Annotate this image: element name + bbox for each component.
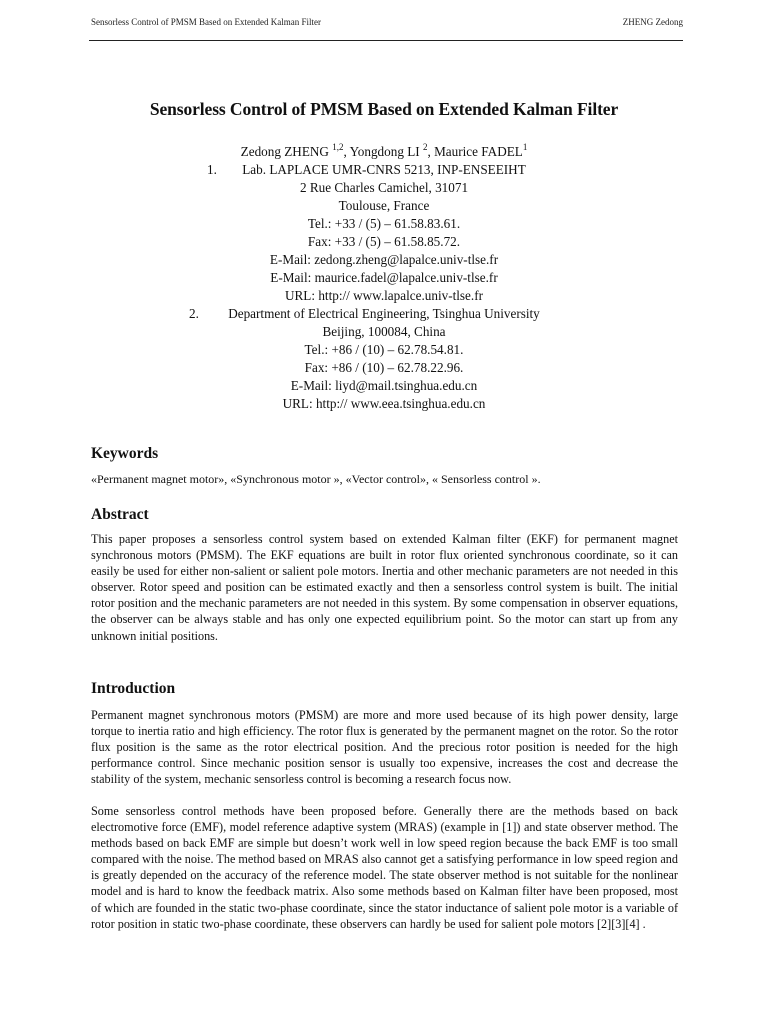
author-line	[0, 143, 768, 161]
running-header	[91, 17, 683, 27]
header-rule	[89, 40, 683, 41]
introduction-paragraph: Permanent magnet synchronous motors (PMSM) are more and more used because of its high power density, large torque to inertia ratio and high efficiency. The rotor flux is generated by the permanent magnet on the rotor. So the rotor flux position is the same as the rotor electrical position. And the precious rotor position is needed for the high performance control. Since mechanic position sensor is usually too expensive, increases the cost and decrease the stability of the system, mechanic sensorless control is becoming a research focus now.	[91, 708, 678, 787]
affiliation-url: URL: http:// www.lapalce.univ-tlse.fr	[284, 288, 483, 303]
introduction-paragraph: Some sensorless control methods have been proposed before. Generally there are the methods based on back electromotive force (EMF), model reference adaptive system (MRAS) (example in [1]) and state observer method. The methods based on back EMF are simple but doesn’t work well in low speed region because the back EMF is too small compared with the noise. The method based on MRAS also cannot get a satisfying performance in low speed region and is greatly depended on the accuracy of the reference model. The state observer method is not suitable for the nonlinear model and is hard to know the feedback matrix. Also some methods based on Kalman filter have been proposed, most of which are founded in the static two-phase coordinate, since the stator inductance of salient pole motor is a variable of rotor position in static two-phase coordinate, these observers can hardly be used for salient pole motors [2][3][4] .	[91, 804, 678, 931]
paper-title: Sensorless Control of PMSM Based on Extended Kalman Filter	[149, 99, 619, 119]
affiliation-email: E-Mail: maurice.fadel@lapalce.univ-tlse.fr	[270, 270, 498, 285]
abstract-text: This paper proposes a sensorless control system based on extended Kalman filter (EKF) for permanent magnet synchronous motors (PMSM). The EKF equations are built in rotor flux oriented synchronous coordinate, so it can easily be used for either non-salient or salient pole motors. Inertia and other mechanic parameters are not needed in this observer. Rotor speed and position can be estimated exactly and then a sensorless control system is built. The initial rotor position and the mechanic parameters are not needed in this system. By some compensation in observer equations, the observer can be always stable and has only one expected equilibrium point. So the motor can start up from any unknown initial positions.	[91, 532, 678, 643]
affiliation-email: E-Mail: liyd@mail.tsinghua.edu.cn	[290, 378, 478, 393]
affiliations	[0, 161, 768, 413]
author-name: , Yongdong LI	[343, 144, 423, 159]
affiliation-line: Beijing, 100084, China	[322, 324, 446, 339]
author-affiliation-mark: 1	[522, 142, 528, 152]
affiliation-line: Toulouse, France	[338, 198, 430, 213]
affiliation-line: Fax: +33 / (5) – 61.58.85.72.	[307, 234, 461, 249]
affiliation-text: Lab. LAPLACE UMR-CNRS 5213, INP-ENSEEIHT	[242, 162, 526, 177]
author-name: Zedong ZHENG	[240, 144, 333, 159]
affiliation-line: Fax: +86 / (10) – 62.78.22.96.	[304, 360, 464, 375]
affiliation-number: 1.	[207, 162, 217, 177]
keywords-text: «Permanent magnet motor», «Synchronous motor », «Vector control», « Sensorless control ».	[91, 472, 541, 486]
affiliation-text: Department of Electrical Engineering, Tsinghua University	[228, 306, 540, 321]
abstract-heading: Abstract	[91, 506, 149, 523]
author-affiliation-mark: 2	[422, 142, 428, 152]
affiliation-line: Tel.: +86 / (10) – 62.78.54.81.	[304, 342, 464, 357]
affiliation-line: Tel.: +33 / (5) – 61.58.83.61.	[307, 216, 461, 231]
running-head-author: ZHENG Zedong	[622, 17, 683, 27]
introduction-heading: Introduction	[91, 680, 176, 697]
running-head-title: Sensorless Control of PMSM Based on Extended Kalman Filter	[91, 17, 321, 27]
keywords-heading: Keywords	[91, 445, 159, 462]
affiliation-url: URL: http:// www.eea.tsinghua.edu.cn	[282, 396, 486, 411]
affiliation-line: 2 Rue Charles Camichel, 31071	[299, 180, 469, 195]
affiliation-email: E-Mail: zedong.zheng@lapalce.univ-tlse.fr	[269, 252, 499, 267]
affiliation-line	[0, 305, 768, 323]
affiliation-number: 2.	[189, 306, 199, 321]
author-name: , Maurice FADEL	[427, 144, 523, 159]
author-affiliation-mark: 1,2	[332, 142, 344, 152]
affiliation-line	[0, 161, 768, 179]
